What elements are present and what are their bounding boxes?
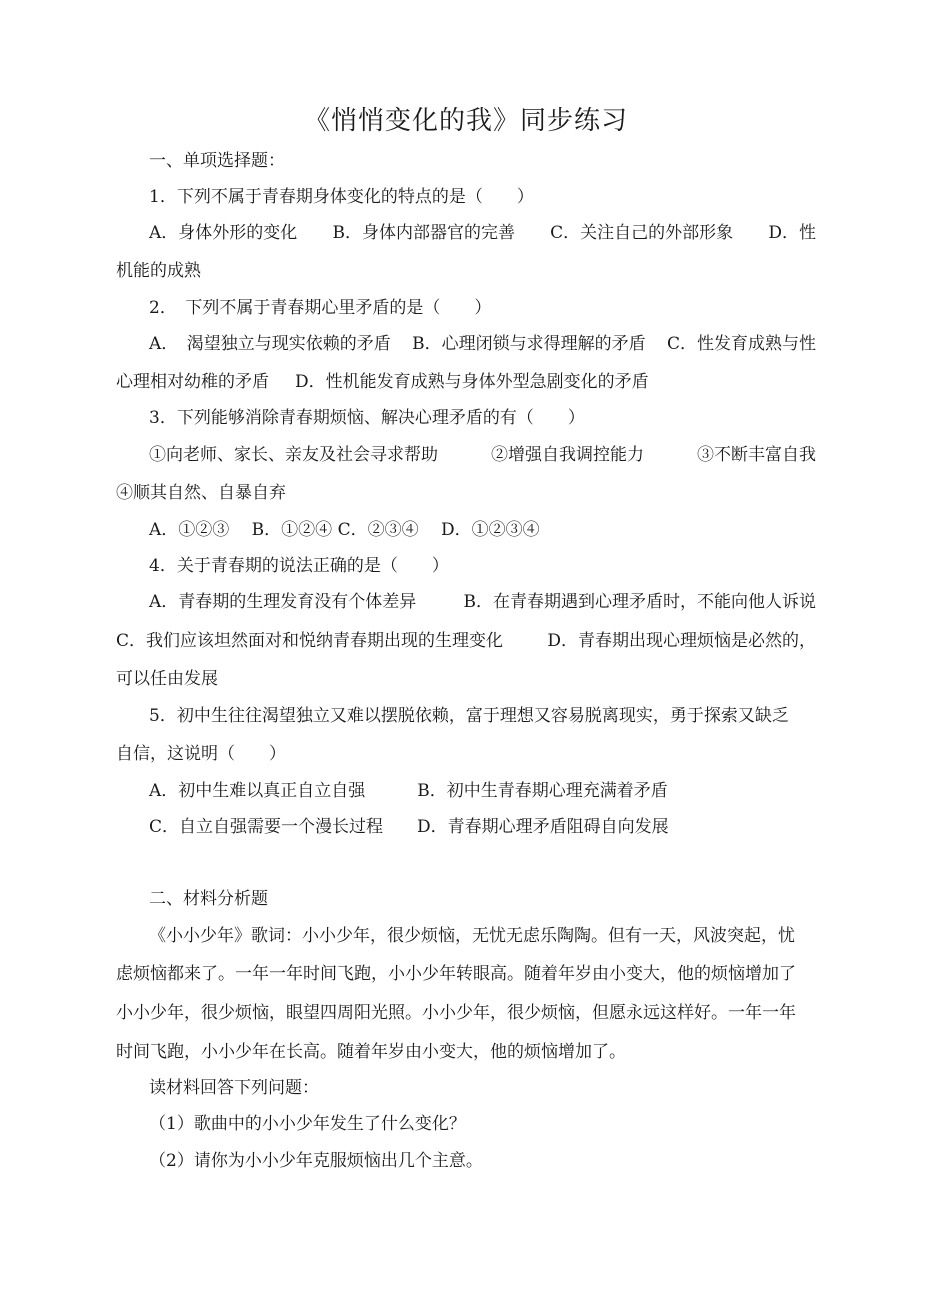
question-4-option-b: B．在青春期遇到心理矛盾时，不能向他人诉说 xyxy=(463,592,816,612)
question-4-option-d-cont: 可以任由发展 xyxy=(116,669,218,689)
question-1-stem: 1．下列不属于青春期身体变化的特点的是（ ） xyxy=(149,187,534,207)
analysis-question-2: （2）请你为小小少年克服烦恼出几个主意。 xyxy=(149,1151,483,1171)
question-4-option-a: A．青春期的生理发育没有个体差异 xyxy=(149,592,417,612)
question-5-option-a: A．初中生难以真正自立自强 xyxy=(149,781,366,801)
question-5-options-ab xyxy=(149,779,668,803)
question-2-option-a: A． 渴望独立与现实依赖的矛盾 xyxy=(149,334,391,354)
question-5-stem-line-1: 5．初中生往往渴望独立又难以摆脱依赖，富于理想又容易脱离现实，勇于探索又缺乏 xyxy=(149,706,789,726)
question-1-options xyxy=(149,221,816,245)
material-line-2: 虑烦恼都来了。一年一年时间飞跑，小小少年转眼高。随着年岁由小变大，他的烦恼增加了 xyxy=(116,964,796,984)
question-3-item-2: ②增强自我调控能力 xyxy=(491,445,644,465)
question-1-option-d: D．性 xyxy=(768,223,816,243)
question-1-option-d-cont: 机能的成熟 xyxy=(116,261,201,281)
material-line-4: 时间飞跑，小小少年在长高。随着年岁由小变大，他的烦恼增加了。 xyxy=(116,1042,626,1062)
question-5-options-cd xyxy=(149,815,669,839)
question-3-options: A．①②③ B．①②④ C．②③④ D．①②③④ xyxy=(149,520,540,540)
question-4-options-ab xyxy=(149,590,816,614)
question-3-stem: 3．下列能够消除青春期烦恼、解决心理矛盾的有（ ） xyxy=(149,408,585,428)
question-2-option-c-cont: 心理相对幼稚的矛盾 xyxy=(116,372,269,392)
question-1-option-c: C．关注自己的外部形象 xyxy=(550,223,734,243)
question-3-item-3: ③不断丰富自我 xyxy=(697,445,816,465)
question-4-option-d: D．青春期出现心理烦恼是必然的， xyxy=(547,631,816,651)
question-2-options xyxy=(149,332,816,356)
question-2-option-d: D．性机能发育成熟与身体外型急剧变化的矛盾 xyxy=(295,372,649,392)
material-line-1: 《小小少年》歌词：小小少年，很少烦恼，无忧无虑乐陶陶。但有一天，风波突起，忧 xyxy=(149,926,795,946)
page-title: 《悄悄变化的我》同步练习 xyxy=(303,106,628,136)
question-5-option-d: D．青春期心理矛盾阻碍自向发展 xyxy=(417,817,669,837)
question-5-option-b: B．初中生青春期心理充满着矛盾 xyxy=(417,781,668,801)
section-2-heading: 二、材料分析题 xyxy=(149,889,268,909)
question-2-option-b: B．心理闭锁与求得理解的矛盾 xyxy=(412,334,646,354)
question-3-item-4: ④顺其自然、自暴自弃 xyxy=(116,483,286,503)
question-5-stem-line-2: 自信，这说明（ ） xyxy=(116,744,286,764)
question-4-stem: 4．关于青春期的说法正确的是（ ） xyxy=(149,556,449,576)
question-3-item-1: ①向老师、家长、亲友及社会寻求帮助 xyxy=(149,445,438,465)
section-1-heading: 一、单项选择题： xyxy=(149,151,285,171)
question-2-stem: 2． 下列不属于青春期心里矛盾的是（ ） xyxy=(149,298,492,318)
material-line-3: 小小少年，很少烦恼，眼望四周阳光照。小小少年，很少烦恼，但愿永远这样好。一年一年 xyxy=(116,1003,796,1023)
material-prompt: 读材料回答下列问题： xyxy=(149,1078,319,1098)
analysis-question-1: （1）歌曲中的小小少年发生了什么变化？ xyxy=(149,1114,466,1134)
question-3-items xyxy=(149,443,816,467)
question-1-option-b: B．身体内部器官的完善 xyxy=(332,223,515,243)
question-5-option-c: C．自立自强需要一个漫长过程 xyxy=(149,817,384,837)
question-2-option-c: C．性发育成熟与性 xyxy=(666,334,816,354)
question-2-options-cont xyxy=(116,370,649,394)
question-4-options-cd xyxy=(116,629,816,653)
question-1-option-a: A．身体外形的变化 xyxy=(149,223,298,243)
question-4-option-c: C．我们应该坦然面对和悦纳青春期出现的生理变化 xyxy=(116,631,504,651)
